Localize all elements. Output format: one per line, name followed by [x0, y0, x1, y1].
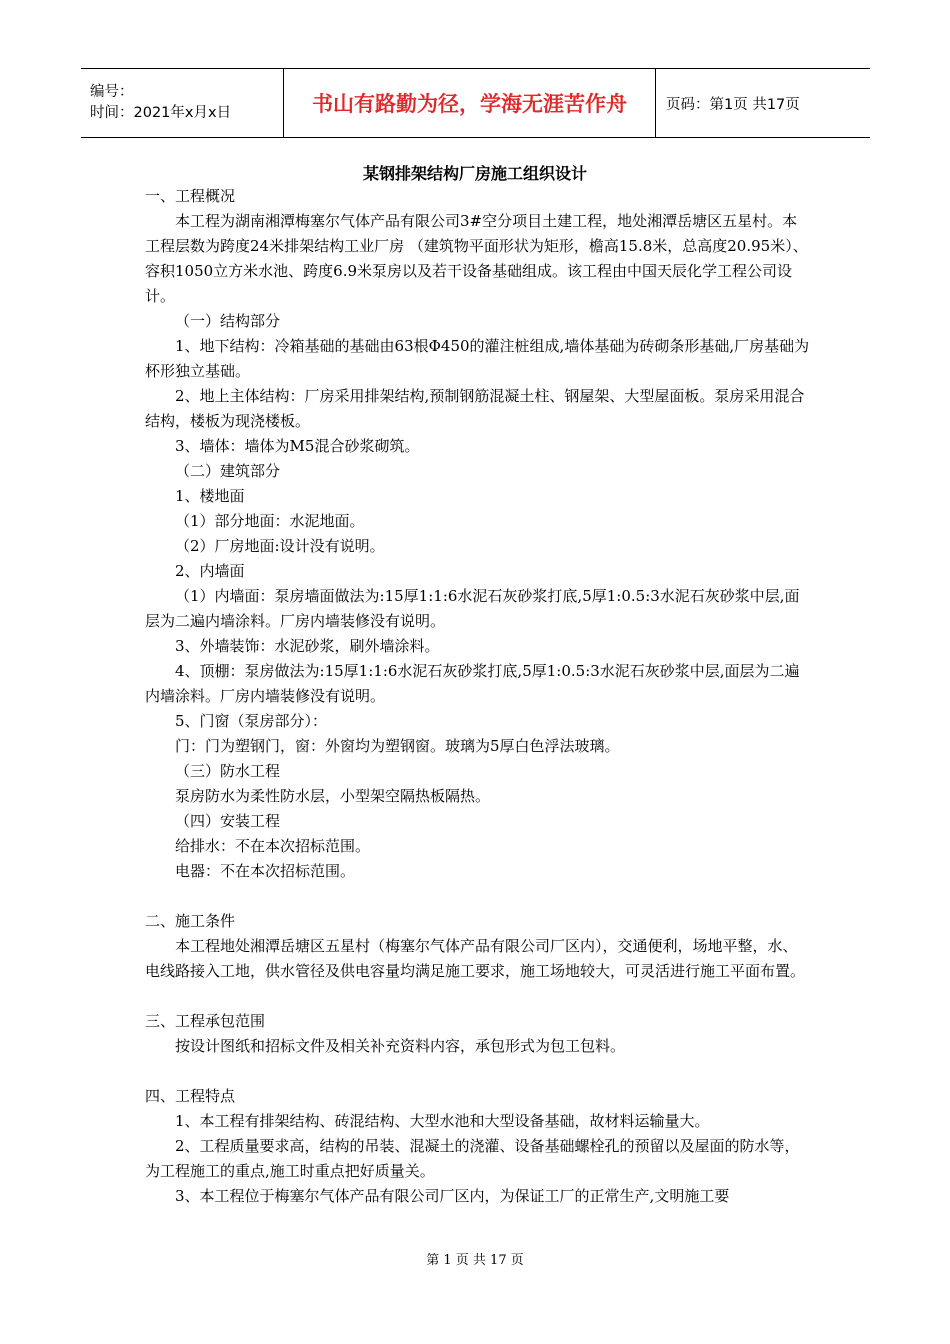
time-label: 时间：2021年x月x日 [90, 105, 232, 121]
body-paragraph: （1）内墙面：泵房墙面做法为:15厚1:1:6水泥石灰砂浆打底,5厚1:0.5:3水泥石灰砂浆中层,面层为二遍内墙涂料。厂房内墙装修没有说明。 [145, 587, 800, 630]
page-footer: 第 1 页 共 17 页 [426, 1253, 524, 1268]
section-heading: 四、工程特点 [145, 1087, 236, 1105]
body-paragraph: 2、内墙面 [175, 562, 245, 580]
section-heading: 一、工程概况 [145, 187, 236, 205]
header-page-cell [656, 69, 870, 137]
blank-line [145, 884, 810, 909]
body-paragraph: 泵房防水为柔性防水层，小型架空隔热板隔热。 [175, 787, 491, 805]
document-title: 某钢排架结构厂房施工组织设计 [362, 164, 587, 183]
section-heading: 二、施工条件 [145, 912, 236, 930]
body-paragraph: 1、本工程有排架结构、砖混结构、大型水池和大型设备基础，故材料运输量大。 [175, 1112, 710, 1130]
body-paragraph: 3、外墙装饰：水泥砂浆，刷外墙涂料。 [175, 637, 440, 655]
blank-line [145, 984, 810, 1009]
body-paragraph: 按设计图纸和招标文件及相关补充资料内容，承包形式为包工包料。 [175, 1037, 626, 1055]
blank-line [145, 1059, 810, 1084]
header-left-cell [81, 69, 283, 137]
header-motto-cell [283, 69, 656, 137]
body-paragraph: （四）安装工程 [175, 812, 281, 830]
section-heading: 三、工程承包范围 [145, 1012, 266, 1030]
body-paragraph: （二）建筑部分 [175, 462, 281, 480]
body-paragraph: 1、楼地面 [175, 487, 245, 505]
number-label: 编号： [90, 84, 134, 100]
body-paragraph: 3、墙体：墙体为M5混合砂浆砌筑。 [175, 437, 420, 455]
body-paragraph: 给排水：不在本次招标范围。 [175, 837, 371, 855]
body-paragraph: 本工程为湖南湘潭梅塞尔气体产品有限公司3#空分项目土建工程，地处湘潭岳塘区五星村。本工程层数为跨度24米排架结构工业厂房 （建筑物平面形状为矩形，檐高15.8米，总高度20.95米）、容积1050立方米水池、跨度6.9米泵房以及若干设备基础组成。该工程由中国天辰化学工程公司设计。 [145, 212, 808, 305]
header-table [81, 68, 870, 138]
body-paragraph: （三）防水工程 [175, 762, 281, 780]
body-paragraph: 电器：不在本次招标范围。 [175, 862, 356, 880]
body-paragraph: 3、本工程位于梅塞尔气体产品有限公司厂区内，为保证工厂的正常生产,文明施工要 [175, 1187, 730, 1205]
body-paragraph: （2）厂房地面:设计没有说明。 [175, 537, 385, 555]
body-paragraph: 2、地上主体结构：厂房采用排架结构,预制钢筋混凝土柱、钢屋架、大型屋面板。泵房采用混合结构，楼板为现浇楼板。 [145, 387, 805, 430]
document-body [145, 184, 810, 1209]
body-paragraph: 2、工程质量要求高，结构的吊装、混凝土的浇灌、设备基础螺栓孔的预留以及屋面的防水等，为工程施工的重点,施工时重点把好质量关。 [145, 1137, 800, 1180]
body-paragraph: 4、顶棚：泵房做法为:15厚1:1:6水泥石灰砂浆打底,5厚1:0.5:3水泥石灰砂浆中层,面层为二遍内墙涂料。厂房内墙装修没有说明。 [145, 662, 800, 705]
page-info: 页码：第1页 共17页 [666, 96, 800, 113]
motto-text: 书山有路勤为径，学海无涯苦作舟 [312, 92, 627, 116]
body-paragraph: 本工程地处湘潭岳塘区五星村（梅塞尔气体产品有限公司厂区内），交通便利，场地平整，水、电线路接入工地，供水管径及供电容量均满足施工要求，施工场地较大，可灵活进行施工平面布置。 [145, 937, 806, 980]
body-paragraph: （1）部分地面：水泥地面。 [175, 512, 365, 530]
body-paragraph: （一）结构部分 [175, 312, 281, 330]
body-paragraph: 1、地下结构：冷箱基础的基础由63根Φ450的灌注桩组成,墙体基础为砖砌条形基础,厂房基础为杯形独立基础。 [145, 337, 810, 380]
body-paragraph: 门：门为塑钢门，窗：外窗均为塑钢窗。玻璃为5厚白色浮法玻璃。 [175, 737, 620, 755]
body-paragraph: 5、门窗（泵房部分）： [175, 712, 328, 730]
